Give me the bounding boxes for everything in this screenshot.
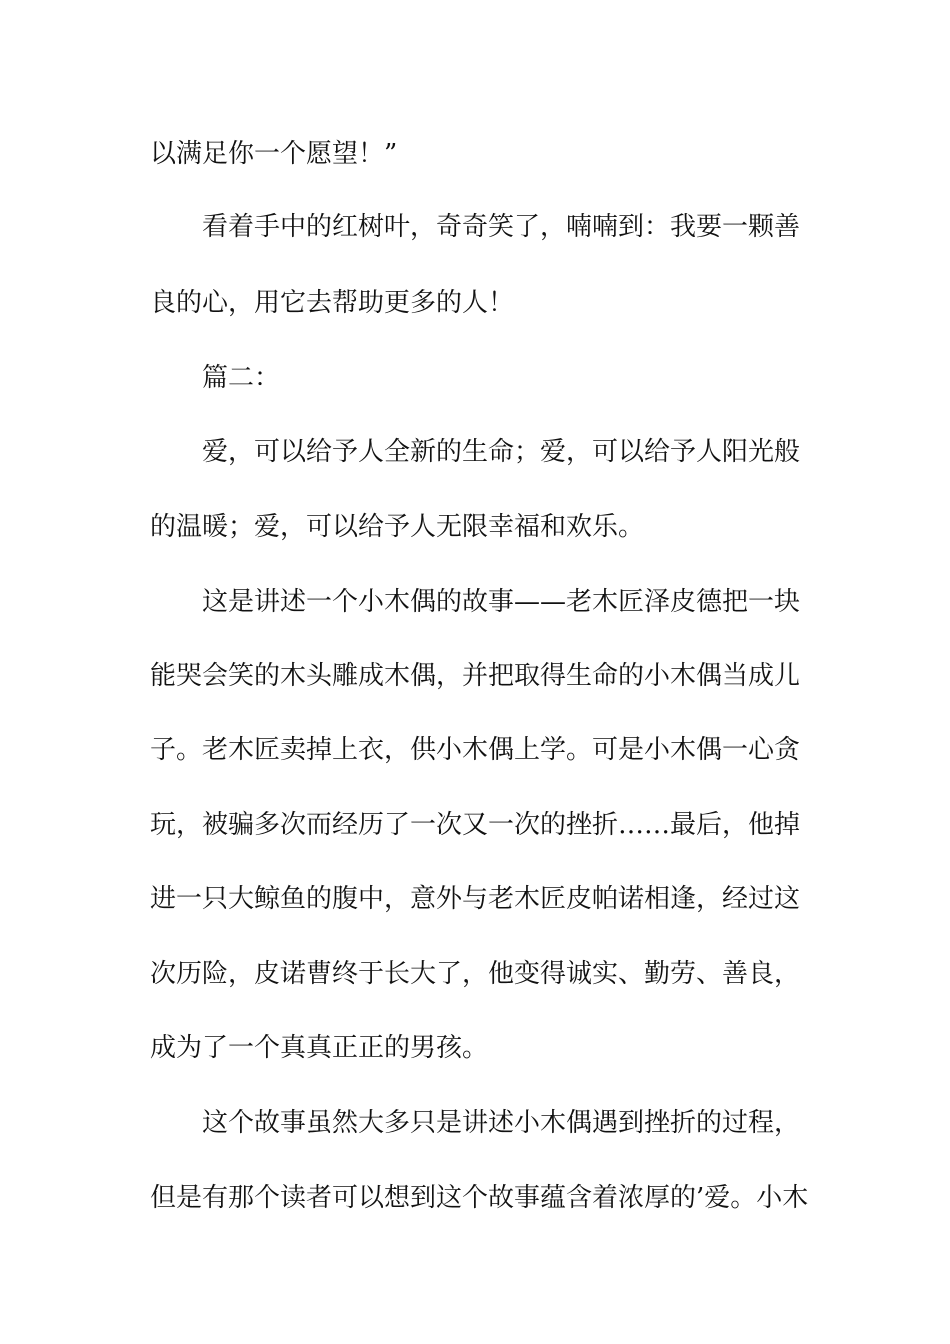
text-line: 但是有那个读者可以想到这个故事蕴含着浓厚的’爱。小木 xyxy=(150,1183,809,1213)
paragraph-start-line: 看着手中的红树叶，奇奇笑了，喃喃到：我要一颗善 xyxy=(202,212,801,242)
text-line: 玩，被骗多次而经历了一次又一次的挫折……最后，他掉 xyxy=(150,810,801,840)
text-line: 良的心，用它去帮助更多的人！ xyxy=(150,288,515,318)
text-line: 以满足你一个愿望！” xyxy=(150,139,398,169)
paragraph-start-line: 这是讲述一个小木偶的故事——老木匠泽皮德把一块 xyxy=(202,587,801,617)
text-line: 能哭会笑的木头雕成木偶，并把取得生命的小木偶当成儿 xyxy=(150,661,801,691)
section-heading: 篇二： xyxy=(202,363,281,393)
paragraph-start-line: 这个故事虽然大多只是讲述小木偶遇到挫折的过程， xyxy=(202,1108,801,1138)
text-line: 子。老木匠卖掉上衣，供小木偶上学。可是小木偶一心贪 xyxy=(150,735,801,765)
text-line: 次历险，皮诺曹终于长大了，他变得诚实、勤劳、善良， xyxy=(150,959,801,989)
paragraph-start-line: 爱，可以给予人全新的生命；爱，可以给予人阳光般 xyxy=(202,437,801,467)
text-line: 进一只大鲸鱼的腹中，意外与老木匠皮帕诺相逢，经过这 xyxy=(150,884,801,914)
text-line: 成为了一个真真正正的男孩。 xyxy=(150,1033,489,1063)
text-line: 的温暖；爱，可以给予人无限幸福和欢乐。 xyxy=(150,512,645,542)
